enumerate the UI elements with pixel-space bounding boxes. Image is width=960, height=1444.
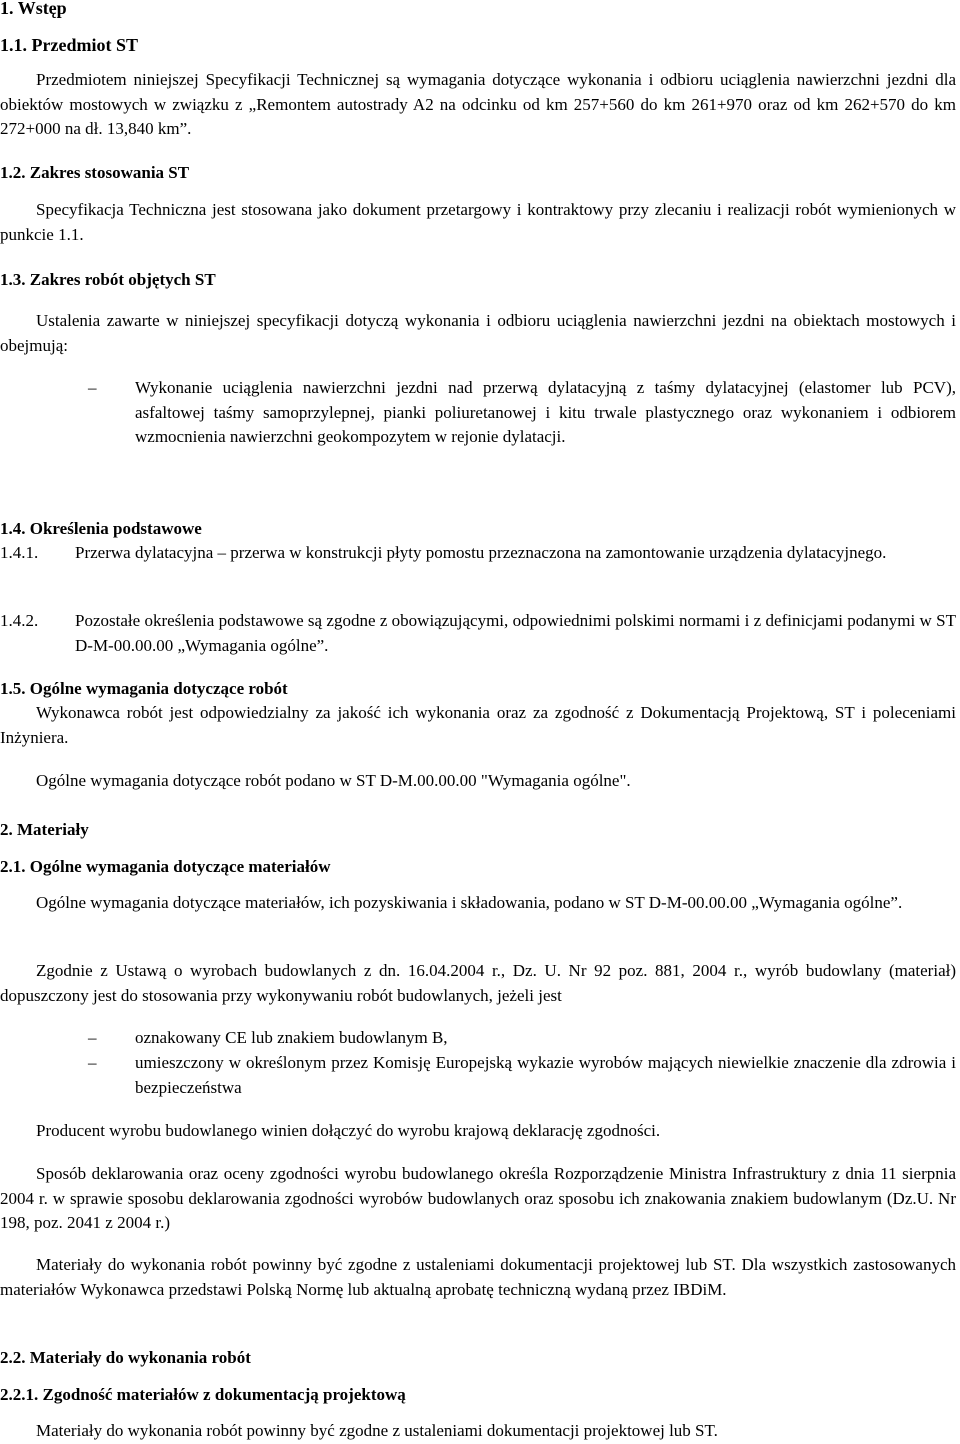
bullet-text: oznakowany CE lub znakiem budowlanym B, <box>135 1028 448 1047</box>
paragraph-2-1-b: Zgodnie z Ustawą o wyrobach budowlanych z dn. 16.04.2004 r., Dz. U. Nr 92 poz. 881, 2004 r., wyrób budowlany (materiał) dopuszczony jest do stosowania przy wykonywaniu robót budowlanych, jeżeli jest <box>0 961 956 1005</box>
heading-1-5-title: Ogólne wymagania dotyczące robót <box>29 679 288 698</box>
definition-num: 1.4.1. <box>0 543 39 562</box>
heading-1-2-title: Zakres stosowania ST <box>29 163 190 182</box>
heading-1-1-title: Przedmiot ST <box>31 35 138 55</box>
heading-1-4 <box>0 517 956 542</box>
paragraph-2-1-a: Ogólne wymagania dotyczące materiałów, ich pozyskiwania i składowania, podano w ST D-M-00.00.00 „Wymagania ogólne”. <box>36 893 903 912</box>
heading-2-1-title: Ogólne wymagania dotyczące materiałów <box>29 857 331 876</box>
heading-1-1-num: 1.1. <box>0 35 27 55</box>
bullet-text: Wykonanie uciąglenia nawierzchni jezdni nad przerwą dylatacyjną z taśmy dylatacyjnej (elastomer lub PCV), asfaltowej taśmy samoprzylepnej, pianki poliuretanowej i kitu trwale plastycznego oraz wykonaniem i odbiorem wzmocnienia nawierzchni geokompozytem w rejonie dylatacji. <box>135 378 956 446</box>
paragraph-2-1-d: Sposób deklarowania oraz oceny zgodności wyrobu budowlanego określa Rozporządzenie Ministra Infrastruktury z dnia 11 sierpnia 2004 r. w sprawie sposobu deklarowania zgodności wyrobów budowlanych oraz sposobu ich znakowania znakiem budowlanym (Dz.U. Nr 198, poz. 2041 z 2004 r.) <box>0 1164 956 1232</box>
paragraph-1-5-a: Wykonawca robót jest odpowiedzialny za jakość ich wykonania oraz za zgodność z Dokumentacją Projektową, ST i poleceniami Inżyniera. <box>0 703 956 747</box>
heading-2-2-num: 2.2. <box>0 1348 26 1367</box>
paragraph-1-5-b: Ogólne wymagania dotyczące robót podano w ST D-M.00.00.00 "Wymagania ogólne". <box>36 771 631 790</box>
heading-1 <box>0 0 956 21</box>
heading-1-3-title: Zakres robót objętych ST <box>29 270 216 289</box>
heading-1-1 <box>0 33 956 58</box>
definition-text: Przerwa dylatacyjna – przerwa w konstrukcji płyty pomostu przeznaczona na zamontowanie urządzenia dylatacyjnego. <box>75 543 887 562</box>
heading-1-5-num: 1.5. <box>0 679 26 698</box>
heading-2-2 <box>0 1346 956 1371</box>
bullet-text: umieszczony w określonym przez Komisję Europejską wykazie wyrobów mających niewielkie znaczenie dla zdrowia i bezpieczeństwa <box>135 1053 956 1097</box>
heading-2-2-title: Materiały do wykonania robót <box>29 1348 251 1367</box>
paragraph-1-2: Specyfikacja Techniczna jest stosowana jako dokument przetargowy i kontraktowy przy zlecaniu i realizacji robót wymienionych w punkcie 1.1. <box>0 200 956 244</box>
heading-2-1-num: 2.1. <box>0 857 26 876</box>
heading-1-3-num: 1.3. <box>0 270 26 289</box>
paragraph-2-1-e: Materiały do wykonania robót powinny być zgodne z ustaleniami dokumentacji projektowej lub ST. Dla wszystkich zastosowanych materiałów Wykonawca przedstawi Polską Normę lub aktualną aprobatę techniczną wydaną przez IBDiM. <box>0 1255 956 1299</box>
heading-2-1 <box>0 855 956 880</box>
heading-1-4-num: 1.4. <box>0 519 26 538</box>
heading-1-3 <box>0 268 956 293</box>
definition-text: Pozostałe określenia podstawowe są zgodne z obowiązującymi, odpowiednimi polskimi normami i z definicjami podanymi w ST D-M-00.00.00 „Wymagania ogólne”. <box>75 611 956 655</box>
paragraph-2-1-c: Producent wyrobu budowlanego winien dołączyć do wyrobu krajową deklarację zgodności. <box>36 1121 661 1140</box>
heading-1-2 <box>0 161 956 186</box>
bullet-dash: – <box>88 1028 97 1047</box>
heading-2-title: Materiały <box>17 820 89 839</box>
definition-num: 1.4.2. <box>0 611 39 630</box>
heading-1-2-num: 1.2. <box>0 163 26 182</box>
paragraph-1-3: Ustalenia zawarte w niniejszej specyfikacji dotyczą wykonania i odbioru uciąglenia nawierzchni jezdni na obiektach mostowych i obejmują: <box>0 311 956 355</box>
paragraph-2-2-1: Materiały do wykonania robót powinny być zgodne z ustaleniami dokumentacji projektowej lub ST. <box>36 1421 718 1440</box>
heading-1-num: 1. <box>0 0 14 18</box>
heading-2 <box>0 818 956 843</box>
heading-2-2-1-num: 2.2.1. <box>0 1385 39 1404</box>
heading-1-4-title: Określenia podstawowe <box>29 519 202 538</box>
bullet-dash: – <box>88 1053 97 1072</box>
heading-2-num: 2. <box>0 820 13 839</box>
paragraph-1-1: Przedmiotem niniejszej Specyfikacji Technicznej są wymagania dotyczące wykonania i odbioru uciąglenia nawierzchni jezdni dla obiektów mostowych w związku z „Remontem autostrady A2 na odcinku od km 257+560 do km 261+970 oraz od km 262+570 do km 272+000 na dł. 13,840 km”. <box>0 70 956 138</box>
heading-2-2-1 <box>0 1383 956 1408</box>
bullet-dash: – <box>88 378 97 397</box>
heading-1-title: Wstęp <box>17 0 67 18</box>
heading-1-5 <box>0 677 956 702</box>
heading-2-2-1-title: Zgodność materiałów z dokumentacją projektową <box>42 1385 406 1404</box>
